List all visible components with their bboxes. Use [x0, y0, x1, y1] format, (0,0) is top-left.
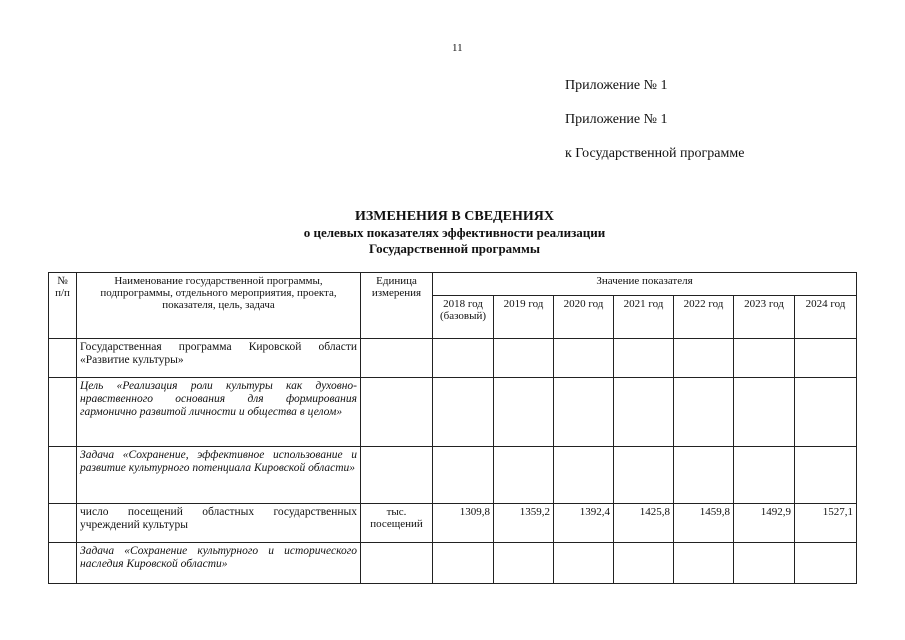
row-value: 1527,1 — [795, 504, 857, 543]
row-name: Задача «Сохранение, эффективное использование и развитие культурного потенциала Кировской области» — [77, 447, 361, 504]
row-value — [494, 378, 554, 447]
row-unit — [361, 543, 433, 584]
row-name: Задача «Сохранение культурного и исторического наследия Кировской области» — [77, 543, 361, 584]
row-value: 1425,8 — [614, 504, 674, 543]
row-unit — [361, 339, 433, 378]
header-name: Наименование государственной программы, подпрограммы, отдельного мероприятия, проекта, показателя, цель, задача — [77, 273, 361, 339]
row-value — [795, 447, 857, 504]
indicators-table — [48, 272, 857, 584]
row-value — [795, 543, 857, 584]
row-value — [674, 447, 734, 504]
header-value: Значение показателя — [433, 273, 857, 296]
appendix-line-2: Приложение № 1 — [565, 112, 668, 127]
row-value: 1309,8 — [433, 504, 494, 543]
title-main: ИЗМЕНЕНИЯ В СВЕДЕНИЯХ — [354, 209, 555, 224]
table-row — [49, 339, 857, 378]
row-value — [614, 339, 674, 378]
row-value: 1359,2 — [494, 504, 554, 543]
row-value — [734, 378, 795, 447]
row-num — [49, 447, 77, 504]
row-name: число посещений областных государственных учреждений культуры — [77, 504, 361, 543]
row-value: 1459,8 — [674, 504, 734, 543]
header-year: 2023 год — [734, 296, 795, 339]
row-value — [494, 339, 554, 378]
row-value — [674, 339, 734, 378]
page-number: 11 — [452, 42, 463, 54]
header-num: № п/п — [49, 273, 77, 339]
row-value — [674, 378, 734, 447]
row-value: 1492,9 — [734, 504, 795, 543]
row-value — [674, 543, 734, 584]
row-num — [49, 339, 77, 378]
row-value — [494, 447, 554, 504]
header-year: 2024 год — [795, 296, 857, 339]
row-value — [795, 339, 857, 378]
title-line-3: Государственной программы — [368, 241, 541, 256]
row-value — [554, 447, 614, 504]
document-title — [0, 209, 905, 257]
row-value — [614, 543, 674, 584]
row-num — [49, 378, 77, 447]
row-value — [433, 339, 494, 378]
row-value — [795, 378, 857, 447]
header-year: 2022 год — [674, 296, 734, 339]
row-value — [554, 543, 614, 584]
header-year: 2021 год — [614, 296, 674, 339]
header-year: 2020 год — [554, 296, 614, 339]
title-line-2: о целевых показателях эффективности реализации — [303, 225, 606, 240]
header-unit: Единица измерения — [361, 273, 433, 339]
row-value — [734, 543, 795, 584]
row-num — [49, 543, 77, 584]
table-row — [49, 543, 857, 584]
row-value — [734, 447, 795, 504]
row-value: 1392,4 — [554, 504, 614, 543]
row-value — [433, 447, 494, 504]
row-value — [554, 339, 614, 378]
header-year: 2019 год — [494, 296, 554, 339]
header-year: 2018 год (базовый) — [433, 296, 494, 339]
table-row — [49, 378, 857, 447]
row-num — [49, 504, 77, 543]
row-value — [433, 378, 494, 447]
row-value — [734, 339, 795, 378]
row-value — [433, 543, 494, 584]
table-row — [49, 504, 857, 543]
row-unit — [361, 447, 433, 504]
row-unit — [361, 378, 433, 447]
row-value — [494, 543, 554, 584]
appendix-line-3: к Государственной программе — [565, 146, 745, 161]
row-value — [614, 447, 674, 504]
table-row — [49, 447, 857, 504]
row-unit: тыс. посещений — [361, 504, 433, 543]
appendix-line-1: Приложение № 1 — [565, 78, 668, 93]
row-value — [614, 378, 674, 447]
row-name: Государственная программа Кировской области «Развитие культуры» — [77, 339, 361, 378]
row-value — [554, 378, 614, 447]
row-name: Цель «Реализация роли культуры как духовно-нравственного основания для формирования гармонично развитой личности и общества в целом» — [77, 378, 361, 447]
